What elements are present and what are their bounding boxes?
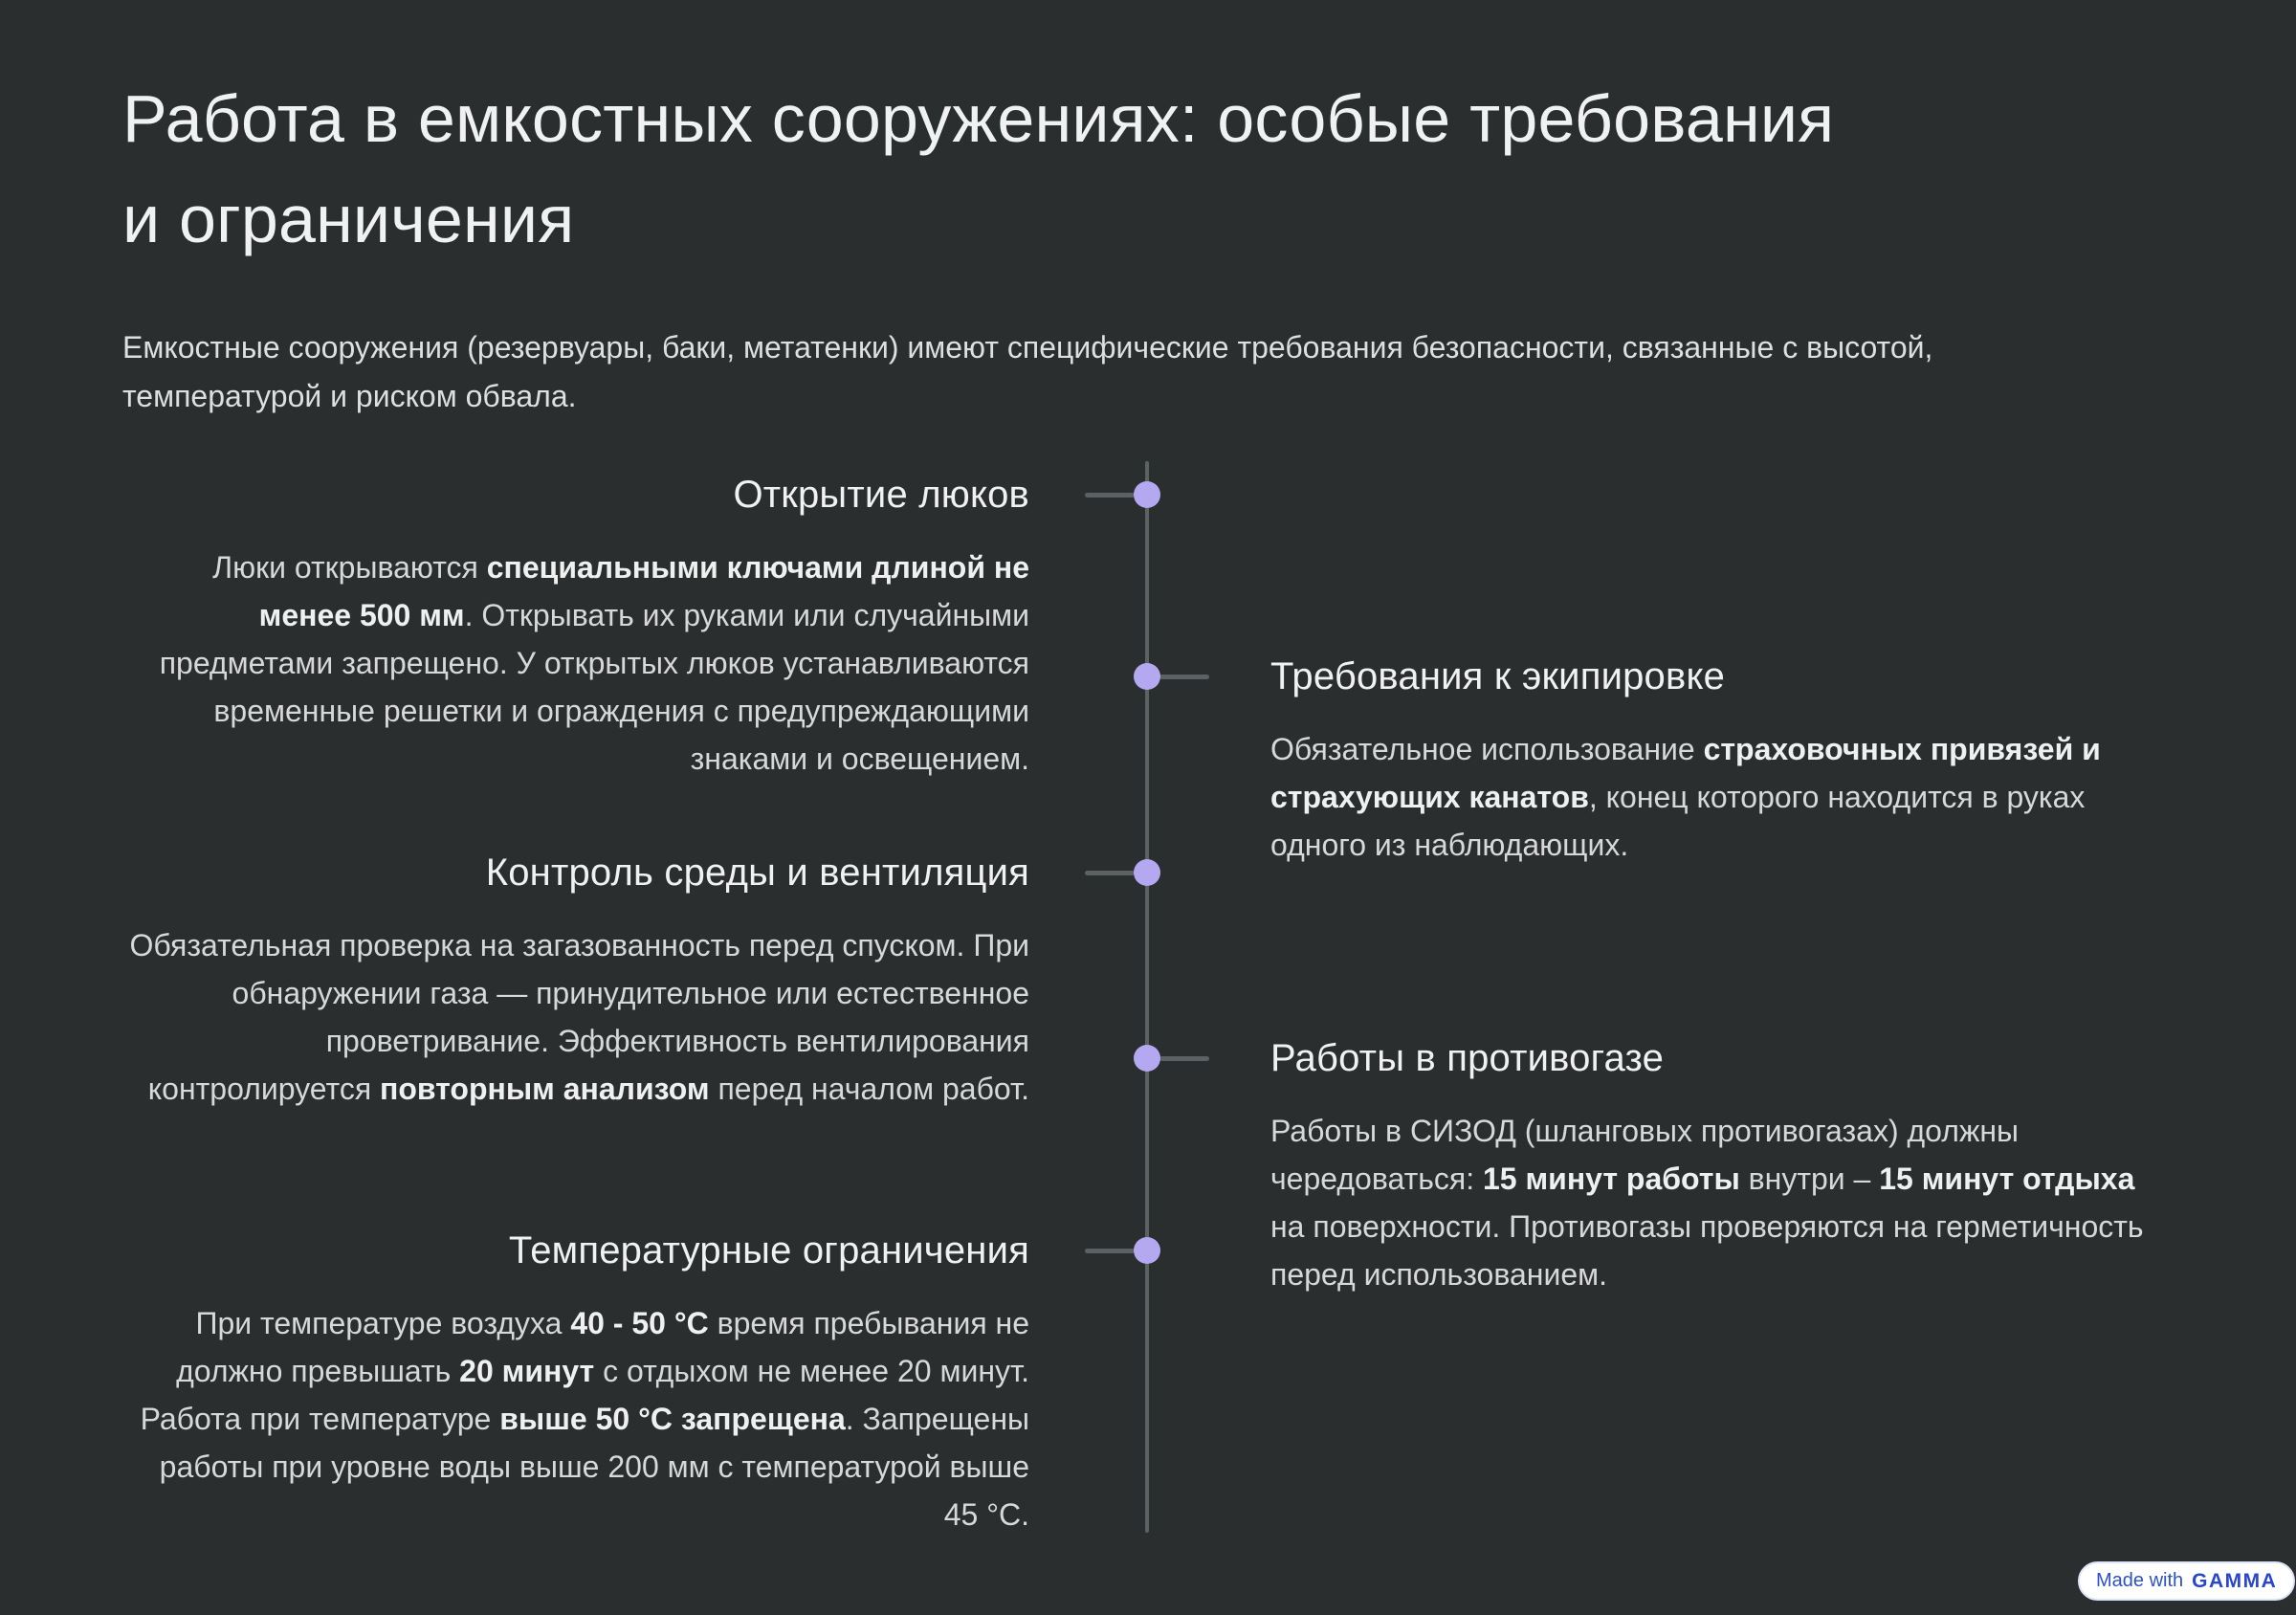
- section-body: При температуре воздуха 40 - 50 °C время пребывания не должно превышать 20 минут с отдыхом не менее 20 минут. Работа при температуре выше 50 °C запрещена. Запрещены работы при уровне воды выше 200 мм с температурой выше 45 °C.: [140, 1306, 1029, 1532]
- section-environment-control: [122, 850, 1029, 1113]
- page-title-line-2: и ограничения: [122, 182, 575, 256]
- section-title: Открытие люков: [733, 474, 1029, 516]
- badge-made-with-label: Made with: [2096, 1570, 2184, 1591]
- gamma-logo: GAMMA: [2192, 1569, 2278, 1592]
- section-title: Требования к экипировке: [1270, 655, 1726, 697]
- section-body: Люки открываются специальными ключами длиной не менее 500 мм. Открывать их руками или случайными предметами запрещено. У открытых люков устанавливаются временные решетки и ограждения с предупреждающими знаками и освещением.: [159, 550, 1029, 776]
- section-temperature-limits: [122, 1228, 1029, 1538]
- section-body: Обязательная проверка на загазованность перед спуском. При обнаружении газа — принудительное или естественное проветривание. Эффективность вентилирования контролируется повторным анализом перед началом работ.: [129, 928, 1029, 1106]
- section-equipment-requirements: [1270, 653, 2164, 869]
- timeline-dot: [1134, 481, 1160, 508]
- page-title-line-1: Работа в емкостных сооружениях: особые требования: [122, 81, 1835, 156]
- made-with-gamma-badge[interactable]: [2078, 1561, 2295, 1601]
- timeline-line: [1145, 461, 1149, 1533]
- section-body: Работы в СИЗОД (шланговых противогазах) должны чередоваться: 15 минут работы внутри – 15 минут отдыха на поверхности. Противогазы проверяются на герметичность перед использованием.: [1270, 1114, 2144, 1292]
- section-title: Контроль среды и вентиляция: [485, 852, 1029, 894]
- timeline-connector: [1085, 493, 1135, 498]
- timeline-connector: [1085, 1249, 1135, 1253]
- timeline-connector: [1159, 1056, 1209, 1061]
- page-title: [122, 69, 2208, 270]
- timeline-connector: [1159, 675, 1209, 679]
- section-title: Работы в противогазе: [1270, 1037, 1665, 1079]
- section-title: Температурные ограничения: [508, 1229, 1029, 1272]
- section-body: Обязательное использование страховочных привязей и страхующих канатов, конец которого находится в руках одного из наблюдающих.: [1270, 732, 2101, 862]
- section-opening-hatches: [122, 472, 1029, 783]
- timeline-dot: [1134, 1045, 1160, 1072]
- timeline-dot: [1134, 663, 1160, 690]
- section-gas-mask-work: [1270, 1035, 2164, 1298]
- intro-paragraph: Емкостные сооружения (резервуары, баки, метатенки) имеют специфические требования безопасности, связанные с высотой, температурой и риском обвала.: [122, 330, 1933, 413]
- timeline-connector: [1085, 871, 1135, 875]
- timeline-dot: [1134, 1237, 1160, 1264]
- timeline-dot: [1134, 859, 1160, 886]
